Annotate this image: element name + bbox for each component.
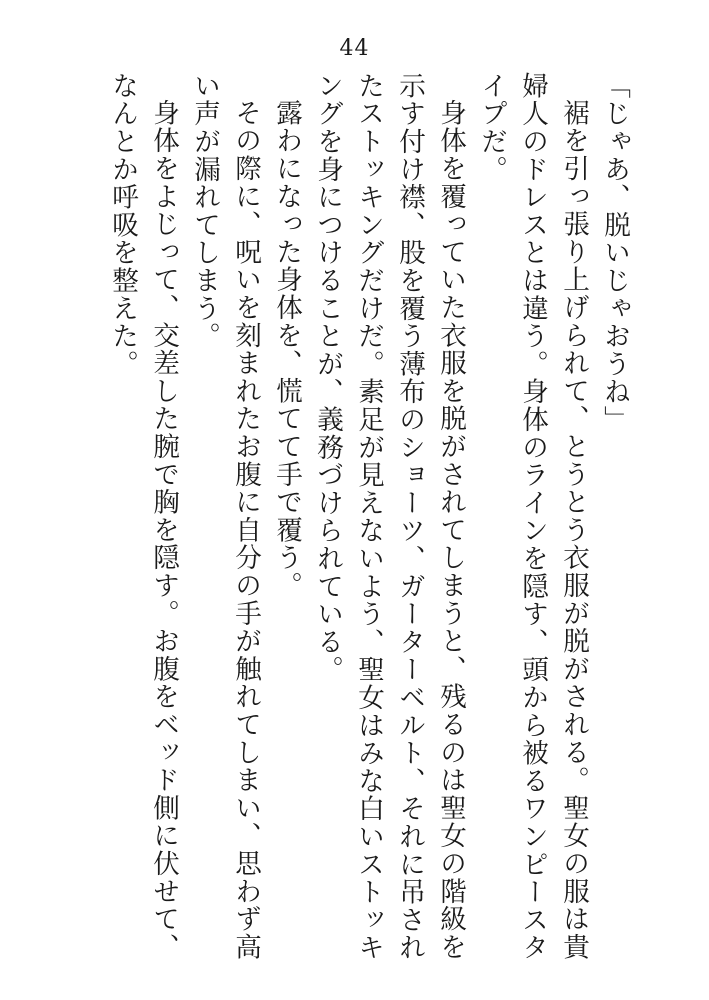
paragraph: 身体を覆っていた衣服を脱がされてしまうと、残るのは聖女の階級を示す付け襟、股を覆う薄布のショーツ、ガーターベルト、それに吊されたストッキングだけだ。素足が見えないよう、聖女はみな白いストッキングを身につけることが、義務づけられている。 — [312, 72, 466, 962]
paragraph: その際に、呪いを刻まれたお腹に自分の手が触れてしまい、思わず高い声が漏れてしまう。 — [189, 72, 261, 961]
paragraph: 露わになった身体を、慌てて手で覆う。 — [271, 98, 302, 599]
paragraph: 裾を引っ張り上げられて、とうとう衣服が脱がされる。聖女の服は貴婦人のドレスとは違う。身体のラインを隠す、頭から被るワンピースタイプだ。 — [476, 72, 589, 962]
page-number: 44 — [339, 36, 370, 61]
paragraph: 身体をよじって、交差した腕で胸を隠す。お腹をベッド側に伏せて、なんとか呼吸を整えた。 — [107, 72, 179, 961]
dialogue-line: 「じゃあ、脱いじゃおうね」 — [599, 72, 630, 434]
vertical-text-body — [107, 72, 635, 972]
